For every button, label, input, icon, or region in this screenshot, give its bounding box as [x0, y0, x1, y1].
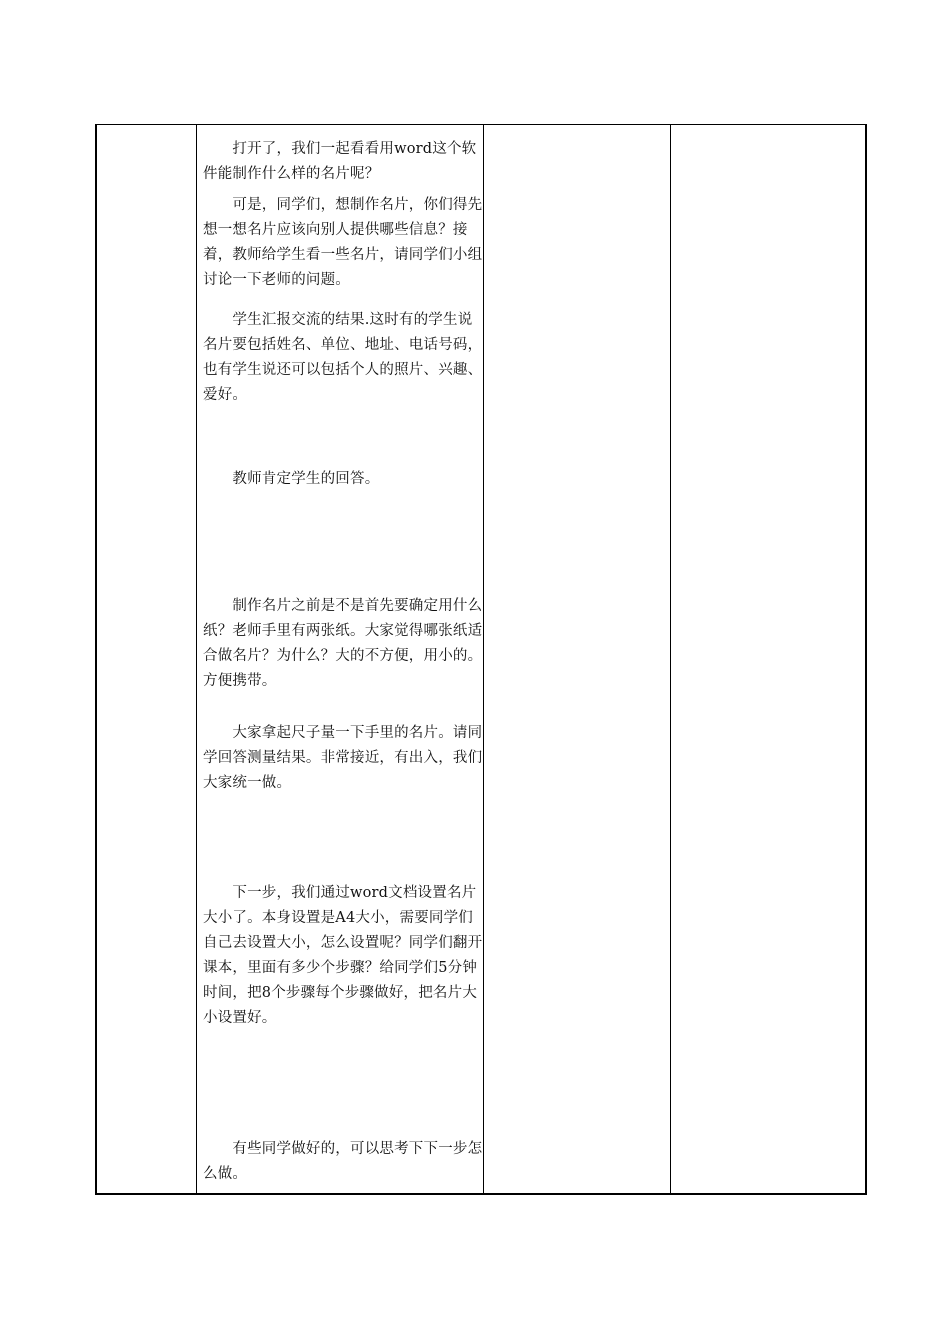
paragraph-5: 制作名片之前是不是首先要确定用什么纸？老师手里有两张纸。大家觉得哪张纸适合做名片？为什么？大的不方便，用小的。方便携带。 — [203, 598, 483, 689]
paragraph-4: 教师肯定学生的回答。 — [203, 471, 380, 487]
lesson-table — [95, 124, 867, 1195]
paragraph-1: 打开了，我们一起看看用word这个软件能制作什么样的名片呢？ — [203, 141, 477, 182]
column-divider-1 — [196, 125, 197, 1193]
paragraph-7: 下一步，我们通过word文档设置名片大小了。本身设置是A4大小，需要同学们自己去设置大小，怎么设置呢？同学们翻开课本，里面有多少个步骤？给同学们5分钟时间，把8个步骤每个步骤做好，把名片大小设置好。 — [203, 885, 483, 1026]
paragraph-8: 有些同学做好的，可以思考下下一步怎么做。 — [203, 1141, 483, 1182]
column-divider-3 — [670, 125, 671, 1193]
paragraph-6: 大家拿起尺子量一下手里的名片。请同学回答测量结果。非常接近，有出入，我们大家统一做。 — [203, 725, 483, 791]
paragraph-2: 可是，同学们，想制作名片，你们得先想一想名片应该向别人提供哪些信息？接着，教师给学生看一些名片，请同学们小组讨论一下老师的问题。 — [203, 197, 483, 288]
paragraph-3: 学生汇报交流的结果.这时有的学生说名片要包括姓名、单位、地址、电话号码，也有学生说还可以包括个人的照片、兴趣、爱好。 — [203, 312, 483, 403]
